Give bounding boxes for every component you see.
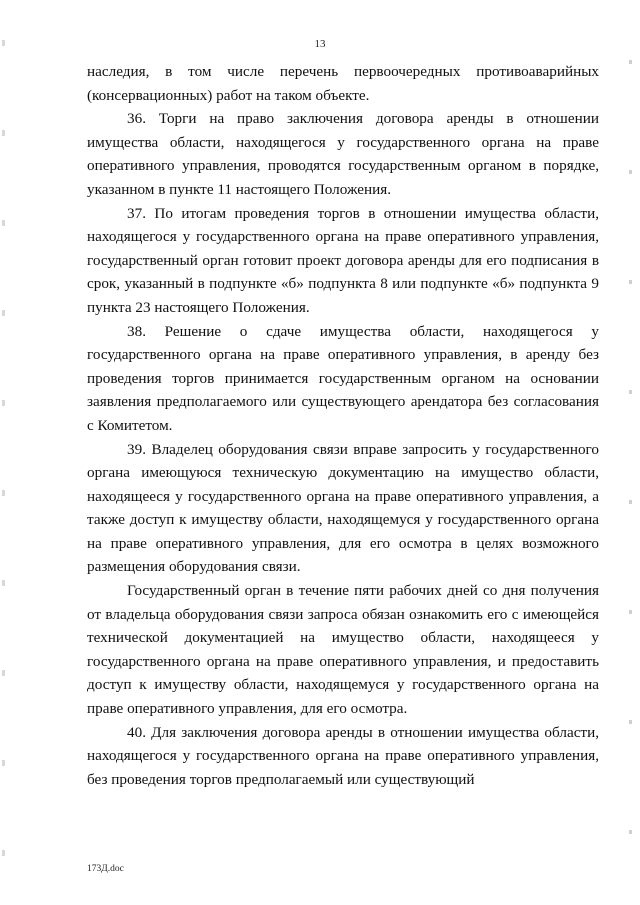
page-number: 13 <box>314 38 326 50</box>
paragraph-continuation: наследия, в том числе перечень первоочередных противоаварийных (консервационных) работ на таком объекте. <box>87 63 599 104</box>
paragraph-39: 39. Владелец оборудования связи вправе запросить у государственного органа имеющуюся техническую документацию на имущество области, находящееся у государственного органа на праве оперативного управления, а также доступ к имуществу области, находящемуся у государственного органа на праве оперативного управления, для его осмотра в целях возможного размещения оборудования связи. <box>87 440 599 576</box>
scan-edge-left <box>2 0 5 905</box>
paragraph-39-continued: Государственный орган в течение пяти рабочих дней со дня получения от владельца оборудования связи запроса обязан ознакомить его с имеющейся технической документацией на имущество области, находящееся у государственного органа на праве оперативного управления, и предоставить доступ к имуществу области, находящемуся у государственного органа на праве оперативного управления, для его осмотра. <box>87 582 599 718</box>
paragraph-38: 38. Решение о сдаче имущества области, находящегося у государственного органа на праве оперативного управления, в аренду без проведения торгов принимается государственным органом на основании заявления предполагаемого или существующего арендатора без согласования с Комитетом. <box>87 322 599 434</box>
paragraph-40: 40. Для заключения договора аренды в отношении имущества области, находящегося у государственного органа на праве оперативного управления, без проведения торгов предполагаемый или существующий <box>87 723 599 788</box>
footer-filename: 173Д.doc <box>87 864 124 874</box>
scan-edge-right <box>629 0 632 905</box>
paragraph-36: 36. Торги на право заключения договора аренды в отношении имущества области, находящегося у государственного органа на праве оперативного управления, проводятся государственным органом в порядке, указанном в пункте 11 настоящего Положения. <box>87 110 599 198</box>
paragraph-37: 37. По итогам проведения торгов в отношении имущества области, находящегося у государственного органа на праве оперативного управления, государственный орган готовит проект договора аренды для его подписания в срок, указанный в подпункте «б» подпункта 8 или подпункте «б» подпункта 9 пункта 23 настоящего Положения. <box>87 204 599 316</box>
document-body <box>87 60 599 791</box>
